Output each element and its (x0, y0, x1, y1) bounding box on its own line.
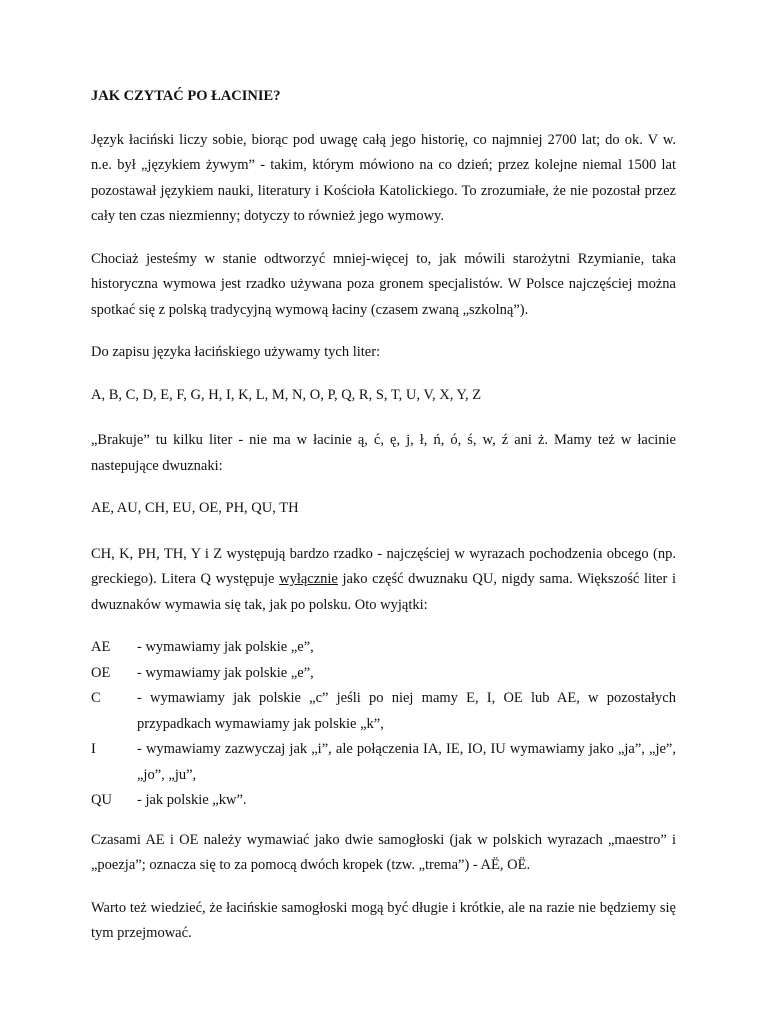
exceptions-list (91, 635, 676, 814)
paragraph-history: Język łaciński liczy sobie, biorąc pod uwagę całą jego historię, co najmniej 2700 lat; do ok. V w. n.e. był „językiem żywym” - takim, którym mówiono na co dzień; przez kolejne niemal 1500 lat pozostawał językiem nauki, literatury i Kościoła Katolickiego. To zrozumiałe, że nie pozostał przez cały ten czas niezmienny; dotyczy to również jego wymowy. (91, 131, 676, 224)
paragraph-letters-intro: Do zapisu języka łacińskiego używamy tych liter: (91, 344, 381, 360)
exception-value: - wymawiamy zazwyczaj jak „i”, ale połączenia IA, IE, IO, IU wymawiamy jako „ja”, „je”, „jo”, „ju”, (137, 741, 676, 783)
paragraph-pronunciation: Chociaż jesteśmy w stanie odtworzyć mniej-więcej to, jak mówili starożytni Rzymianie, taka historyczna wymowa jest rzadko używana poza gronem specjalistów. W Polsce najczęściej można spotkać się z polską tradycyjną wymową łaciny (czasem zwaną „szkolną”). (91, 250, 676, 318)
underlined-word: wyłącznie (279, 571, 338, 587)
paragraph-missing-letters: „Brakuje” tu kilku liter - nie ma w łacinie ą, ć, ę, j, ł, ń, ó, ś, w, ź ani ż. Mamy też w łacinie nastepujące dwuznaki: (91, 432, 676, 474)
exception-value: - wymawiamy jak polskie „e”, (137, 664, 314, 681)
rare-letters-text-b: jako część dwuznaku QU, nigdy sama. Większość liter i dwuznaków wymawia się tak, jak po polsku. Oto wyjątki: (91, 571, 676, 613)
document-title: JAK CZYTAĆ PO ŁACINIE? (91, 88, 281, 104)
exception-value: - wymawiamy jak polskie „e”, (137, 639, 314, 655)
exception-key: I (91, 741, 96, 757)
paragraph-rare-letters (91, 542, 676, 619)
exception-value: - wymawiamy jak polskie „c” jeśli po niej mamy E, I, OE lub AE, w pozostałych przypadkach wymawiamy jak polskie „k”, (137, 690, 676, 732)
exception-key: QU (91, 792, 112, 808)
alphabet-list: A, B, C, D, E, F, G, H, I, K, L, M, N, O, P, Q, R, S, T, U, V, X, Y, Z (91, 386, 482, 403)
exception-row (91, 635, 676, 661)
digraph-list: AE, AU, CH, EU, OE, PH, QU, TH (91, 500, 299, 516)
exception-key: C (91, 690, 101, 706)
paragraph-trema: Czasami AE i OE należy wymawiać jako dwie samogłoski (jak w polskich wyrazach „maestro” i „poezja”; oznacza się to za pomocą dwóch kropek (tzw. „trema”) - AË, OË. (91, 831, 676, 873)
exception-row (91, 788, 676, 814)
paragraph-vowel-length: Warto też wiedzieć, że łacińskie samogłoski mogą być długie i krótkie, ale na razie nie będziemy się tym przejmować. (91, 899, 676, 941)
exception-row (91, 737, 676, 788)
exception-value: - jak polskie „kw”. (137, 792, 247, 808)
exception-row (91, 661, 676, 687)
exception-row (91, 686, 676, 737)
document-body (91, 84, 676, 964)
rare-letters-text-a: CH, K, PH, TH, Y i Z występują bardzo rzadko - najczęściej w wyrazach pochodzenia obcego (np. greckiego). Litera Q występuje (91, 545, 676, 587)
exception-key: AE (91, 639, 111, 655)
exception-key: OE (91, 664, 111, 681)
